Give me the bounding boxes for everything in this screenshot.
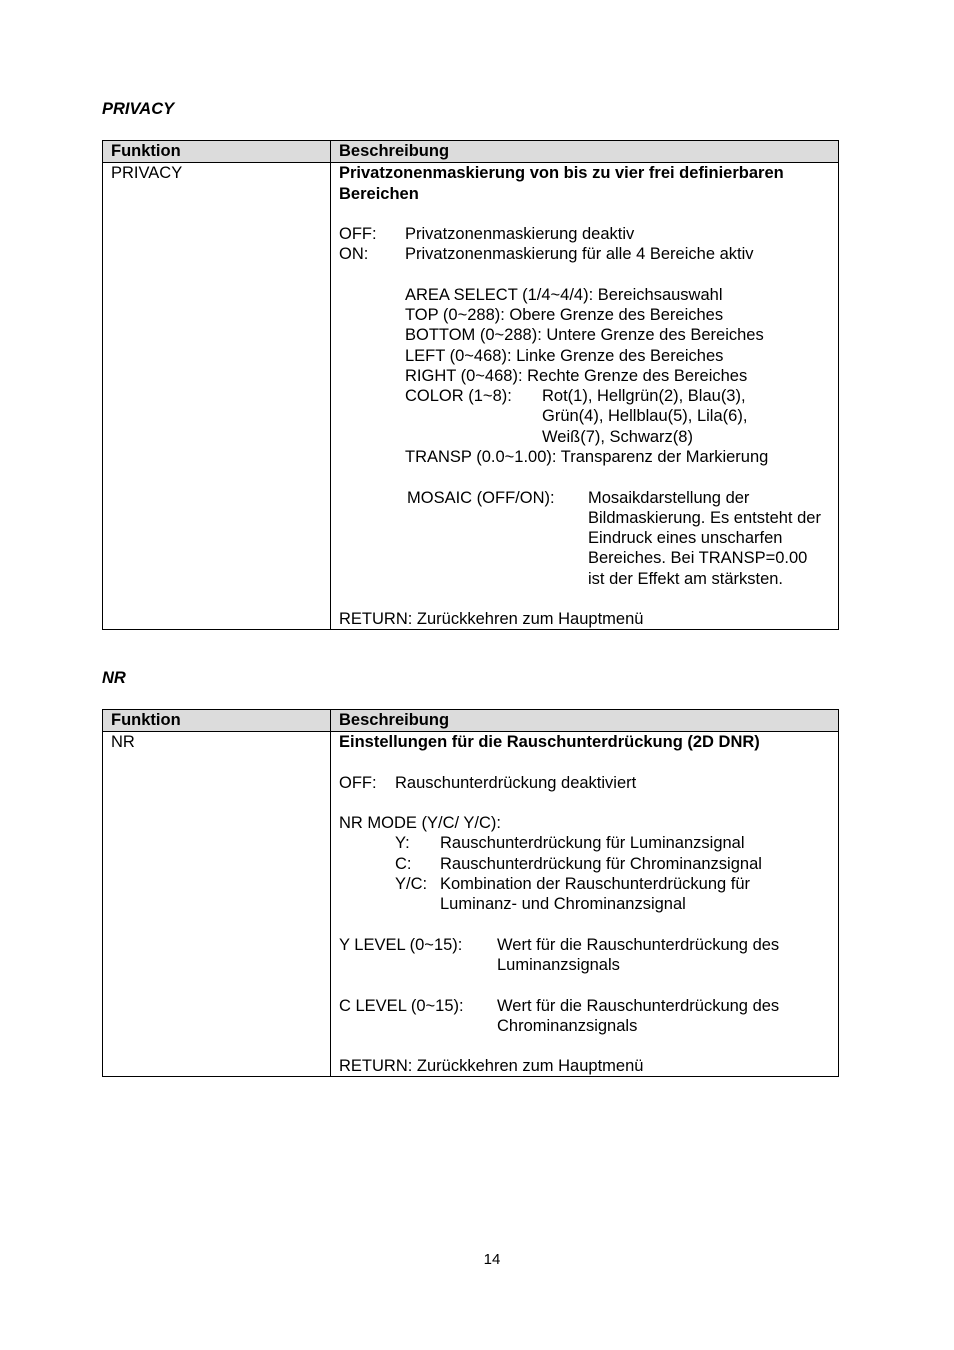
privacy-on-text: Privatzonenmaskierung für alle 4 Bereiche aktiv: [405, 245, 754, 263]
nr-c-label: C:: [395, 855, 412, 873]
privacy-description-cell: [331, 163, 839, 630]
nr-return: RETURN: Zurückkehren zum Hauptmenü: [339, 1057, 644, 1075]
privacy-return: RETURN: Zurückkehren zum Hauptmenü: [339, 610, 644, 628]
privacy-table: [102, 140, 839, 630]
privacy-mosaic-label: MOSAIC (OFF/ON):: [407, 489, 555, 507]
nr-yc-line2: Luminanz- und Chrominanzsignal: [440, 895, 686, 913]
nr-yc-line1: Kombination der Rauschunterdrückung für: [440, 875, 751, 893]
nr-off-text: Rauschunterdrückung deaktiviert: [395, 774, 637, 792]
privacy-table-header: [103, 141, 839, 163]
privacy-transp: TRANSP (0.0~1.00): Transparenz der Markierung: [405, 448, 769, 466]
nr-intro: Einstellungen für die Rauschunterdrückung (2D DNR): [339, 733, 760, 751]
privacy-function-cell: PRIVACY: [103, 163, 331, 630]
nr-off-label: OFF:: [339, 774, 377, 792]
nr-clevel-line2: Chrominanzsignals: [497, 1017, 638, 1035]
nr-y-text: Rauschunterdrückung für Luminanzsignal: [440, 834, 745, 852]
nr-ylevel-line2: Luminanzsignals: [497, 956, 620, 974]
privacy-header-funktion: Funktion: [103, 141, 331, 163]
nr-section-title: NR: [102, 669, 126, 687]
privacy-color-line1: Rot(1), Hellgrün(2), Blau(3),: [542, 387, 746, 405]
privacy-color-line3: Weiß(7), Schwarz(8): [542, 428, 693, 446]
page-number: 14: [483, 1251, 501, 1268]
nr-header-beschreibung: Beschreibung: [331, 710, 839, 732]
privacy-off-label: OFF:: [339, 225, 377, 243]
privacy-on-label: ON:: [339, 245, 369, 263]
nr-description-cell: [331, 732, 839, 1077]
privacy-header-beschreibung: Beschreibung: [331, 141, 839, 163]
privacy-top: TOP (0~288): Obere Grenze des Bereiches: [405, 306, 724, 324]
privacy-bottom: BOTTOM (0~288): Untere Grenze des Bereiches: [405, 326, 764, 344]
privacy-left: LEFT (0~468): Linke Grenze des Bereiches: [405, 347, 724, 365]
privacy-section-title: PRIVACY: [102, 100, 175, 118]
privacy-intro-line2: Bereichen: [339, 185, 419, 203]
nr-ylevel-line1: Wert für die Rauschunterdrückung des: [497, 936, 780, 954]
privacy-intro-line1: Privatzonenmaskierung von bis zu vier frei definierbaren: [339, 164, 784, 182]
privacy-mosaic-line4: Bereiches. Bei TRANSP=0.00: [588, 549, 808, 567]
privacy-mosaic-line2: Bildmaskierung. Es entsteht der: [588, 509, 821, 527]
nr-y-label: Y:: [395, 834, 410, 852]
nr-clevel-line1: Wert für die Rauschunterdrückung des: [497, 997, 780, 1015]
privacy-area-select: AREA SELECT (1/4~4/4): Bereichsauswahl: [405, 286, 723, 304]
nr-function-cell: NR: [103, 732, 331, 1077]
privacy-mosaic-line3: Eindruck eines unscharfen: [588, 529, 783, 547]
privacy-mosaic-line1: Mosaikdarstellung der: [588, 489, 750, 507]
nr-header-funktion: Funktion: [103, 710, 331, 732]
nr-clevel-label: C LEVEL (0~15):: [339, 997, 464, 1015]
privacy-color-label: COLOR (1~8):: [405, 387, 512, 405]
nr-table-header: [103, 710, 839, 732]
privacy-off-text: Privatzonenmaskierung deaktiv: [405, 225, 635, 243]
privacy-mosaic-line5: ist der Effekt am stärksten.: [588, 570, 784, 588]
privacy-right: RIGHT (0~468): Rechte Grenze des Bereiches: [405, 367, 748, 385]
privacy-color-line2: Grün(4), Hellblau(5), Lila(6),: [542, 407, 748, 425]
nr-table-row: [103, 732, 839, 1077]
nr-yc-label: Y/C:: [395, 875, 428, 893]
nr-c-text: Rauschunterdrückung für Chrominanzsignal: [440, 855, 762, 873]
nr-table: [102, 709, 839, 1077]
privacy-table-row: [103, 163, 839, 630]
nr-mode: NR MODE (Y/C/ Y/C):: [339, 814, 501, 832]
nr-ylevel-label: Y LEVEL (0~15):: [339, 936, 463, 954]
